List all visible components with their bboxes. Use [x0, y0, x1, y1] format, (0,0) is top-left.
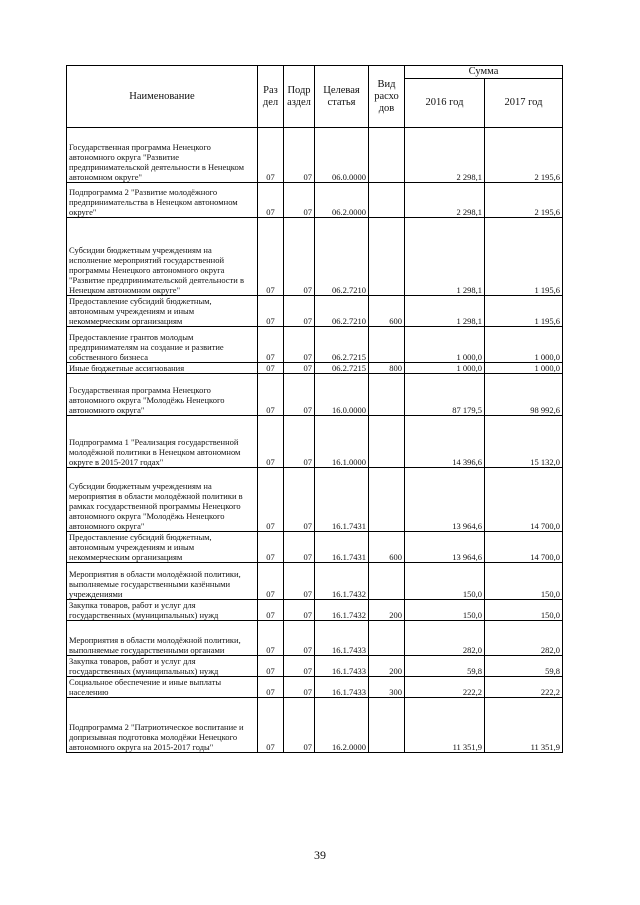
row-sum-2016-cell: 13 964,6	[405, 468, 485, 532]
row-sum-2017-cell: 1 195,6	[485, 296, 563, 327]
row-sum-2017-cell: 15 132,0	[485, 416, 563, 468]
row-name-cell: Государственная программа Ненецкого автономного округа "Развитие предпринимательской деятельности в Ненецком автономном округе"	[67, 128, 258, 183]
row-sum-2016-cell: 11 351,9	[405, 698, 485, 753]
row-subsection-cell: 07	[284, 600, 315, 621]
row-sum-2016-cell: 87 179,5	[405, 374, 485, 416]
page-number: 39	[314, 848, 326, 862]
row-subsection-cell: 07	[284, 656, 315, 677]
row-expense-type-cell: 600	[369, 532, 405, 563]
row-name-cell: Закупка товаров, работ и услуг для государственных (муниципальных) нужд	[67, 656, 258, 677]
table-row	[67, 218, 563, 296]
row-section-cell: 07	[258, 698, 284, 753]
table-row	[67, 532, 563, 563]
header-year-2017: 2017 год	[485, 79, 563, 128]
table-row	[67, 327, 563, 363]
row-sum-2017-cell: 150,0	[485, 600, 563, 621]
row-name-cell: Государственная программа Ненецкого автономного округа "Молодёжь Ненецкого автономного округа"	[67, 374, 258, 416]
row-target-cell: 16.1.7433	[315, 677, 369, 698]
row-section-cell: 07	[258, 128, 284, 183]
row-target-cell: 16.1.7431	[315, 532, 369, 563]
row-expense-type-cell	[369, 128, 405, 183]
header-subsection: Подр аздел	[284, 66, 315, 128]
row-target-cell: 06.2.7215	[315, 327, 369, 363]
header-sum: Сумма	[405, 66, 563, 79]
row-expense-type-cell: 600	[369, 296, 405, 327]
row-sum-2016-cell: 282,0	[405, 621, 485, 656]
row-expense-type-cell: 200	[369, 600, 405, 621]
row-subsection-cell: 07	[284, 621, 315, 656]
row-section-cell: 07	[258, 600, 284, 621]
row-subsection-cell: 07	[284, 296, 315, 327]
row-sum-2016-cell: 222,2	[405, 677, 485, 698]
row-expense-type-cell: 300	[369, 677, 405, 698]
row-target-cell: 16.1.7432	[315, 563, 369, 600]
row-target-cell: 16.0.0000	[315, 374, 369, 416]
row-sum-2016-cell: 59,8	[405, 656, 485, 677]
row-subsection-cell: 07	[284, 183, 315, 218]
row-target-cell: 16.2.0000	[315, 698, 369, 753]
table-row	[67, 621, 563, 656]
row-target-cell: 16.1.7432	[315, 600, 369, 621]
row-sum-2017-cell: 1 000,0	[485, 363, 563, 374]
row-name-cell: Социальное обеспечение и иные выплаты населению	[67, 677, 258, 698]
row-section-cell: 07	[258, 327, 284, 363]
row-sum-2017-cell: 2 195,6	[485, 183, 563, 218]
row-sum-2017-cell: 14 700,0	[485, 468, 563, 532]
row-expense-type-cell	[369, 218, 405, 296]
table-row	[67, 656, 563, 677]
table-body	[67, 128, 563, 753]
row-name-cell: Закупка товаров, работ и услуг для государственных (муниципальных) нужд	[67, 600, 258, 621]
row-expense-type-cell	[369, 698, 405, 753]
row-section-cell: 07	[258, 677, 284, 698]
table-row	[67, 296, 563, 327]
row-name-cell: Подпрограмма 1 "Реализация государственной молодёжной политики в Ненецком автономном округе в 2015-2017 годах"	[67, 416, 258, 468]
row-sum-2017-cell: 1 000,0	[485, 327, 563, 363]
row-subsection-cell: 07	[284, 468, 315, 532]
row-name-cell: Мероприятия в области молодёжной политики, выполняемые государственными казёнными учреждениями	[67, 563, 258, 600]
row-section-cell: 07	[258, 468, 284, 532]
row-name-cell: Субсидии бюджетным учреждениям на исполнение мероприятий государственной программы Ненецкого автономного округа "Развитие предпринимательской деятельности в Ненецком автономном округе"	[67, 218, 258, 296]
row-subsection-cell: 07	[284, 677, 315, 698]
row-target-cell: 16.1.7433	[315, 621, 369, 656]
row-sum-2017-cell: 1 195,6	[485, 218, 563, 296]
row-section-cell: 07	[258, 183, 284, 218]
table-row	[67, 600, 563, 621]
row-name-cell: Подпрограмма 2 "Патриотическое воспитание и допризывная подготовка молодёжи Ненецкого автономного округа на 2015-2017 годы"	[67, 698, 258, 753]
row-target-cell: 06.0.0000	[315, 128, 369, 183]
row-sum-2016-cell: 13 964,6	[405, 532, 485, 563]
row-expense-type-cell	[369, 374, 405, 416]
row-target-cell: 16.1.0000	[315, 416, 369, 468]
row-expense-type-cell: 200	[369, 656, 405, 677]
row-sum-2017-cell: 150,0	[485, 563, 563, 600]
row-sum-2017-cell: 59,8	[485, 656, 563, 677]
row-subsection-cell: 07	[284, 327, 315, 363]
row-section-cell: 07	[258, 416, 284, 468]
row-section-cell: 07	[258, 374, 284, 416]
header-year-2016: 2016 год	[405, 79, 485, 128]
row-subsection-cell: 07	[284, 218, 315, 296]
header-expense-type: Вид расхо дов	[369, 66, 405, 128]
row-sum-2017-cell: 14 700,0	[485, 532, 563, 563]
row-section-cell: 07	[258, 363, 284, 374]
row-sum-2017-cell: 222,2	[485, 677, 563, 698]
row-subsection-cell: 07	[284, 374, 315, 416]
row-sum-2016-cell: 150,0	[405, 600, 485, 621]
row-name-cell: Предоставление субсидий бюджетным, автономным учреждениям и иным некоммерческим организациям	[67, 296, 258, 327]
table-row	[67, 468, 563, 532]
row-expense-type-cell: 800	[369, 363, 405, 374]
row-expense-type-cell	[369, 327, 405, 363]
row-target-cell: 06.2.0000	[315, 183, 369, 218]
row-name-cell: Мероприятия в области молодёжной политики, выполняемые государственными органами	[67, 621, 258, 656]
row-sum-2016-cell: 2 298,1	[405, 183, 485, 218]
table-row	[67, 183, 563, 218]
row-expense-type-cell	[369, 468, 405, 532]
table-row	[67, 563, 563, 600]
row-sum-2016-cell: 14 396,6	[405, 416, 485, 468]
row-sum-2017-cell: 2 195,6	[485, 128, 563, 183]
row-subsection-cell: 07	[284, 698, 315, 753]
row-sum-2017-cell: 11 351,9	[485, 698, 563, 753]
row-sum-2016-cell: 1 298,1	[405, 218, 485, 296]
table-row	[67, 363, 563, 374]
row-expense-type-cell	[369, 563, 405, 600]
row-subsection-cell: 07	[284, 532, 315, 563]
header-row-top	[67, 66, 563, 79]
row-sum-2017-cell: 282,0	[485, 621, 563, 656]
header-name: Наименование	[67, 66, 258, 128]
row-name-cell: Иные бюджетные ассигнования	[67, 363, 258, 374]
row-sum-2016-cell: 150,0	[405, 563, 485, 600]
row-section-cell: 07	[258, 218, 284, 296]
row-subsection-cell: 07	[284, 128, 315, 183]
row-subsection-cell: 07	[284, 416, 315, 468]
row-sum-2016-cell: 2 298,1	[405, 128, 485, 183]
row-target-cell: 16.1.7433	[315, 656, 369, 677]
row-name-cell: Подпрограмма 2 "Развитие молодёжного предпринимательства в Ненецком автономном округе"	[67, 183, 258, 218]
row-section-cell: 07	[258, 532, 284, 563]
row-section-cell: 07	[258, 296, 284, 327]
row-name-cell: Предоставление грантов молодым предпринимателям на создание и развитие собственного бизнеса	[67, 327, 258, 363]
budget-table	[66, 65, 563, 753]
row-name-cell: Предоставление субсидий бюджетным, автономным учреждениям и иным некоммерческим организациям	[67, 532, 258, 563]
row-sum-2016-cell: 1 298,1	[405, 296, 485, 327]
row-sum-2016-cell: 1 000,0	[405, 327, 485, 363]
row-name-cell: Субсидии бюджетным учреждениям на мероприятия в области молодёжной политики в рамках государственной программы Ненецкого автономного округа "Молодёжь Ненецкого автономного округа"	[67, 468, 258, 532]
row-section-cell: 07	[258, 563, 284, 600]
row-target-cell: 06.2.7215	[315, 363, 369, 374]
table-row	[67, 677, 563, 698]
row-target-cell: 16.1.7431	[315, 468, 369, 532]
table-row	[67, 374, 563, 416]
row-sum-2017-cell: 98 992,6	[485, 374, 563, 416]
row-target-cell: 06.2.7210	[315, 218, 369, 296]
row-expense-type-cell	[369, 183, 405, 218]
row-expense-type-cell	[369, 621, 405, 656]
header-target: Целевая статья	[315, 66, 369, 128]
table-row	[67, 128, 563, 183]
header-section: Раз дел	[258, 66, 284, 128]
row-sum-2016-cell: 1 000,0	[405, 363, 485, 374]
table-row	[67, 698, 563, 753]
row-subsection-cell: 07	[284, 563, 315, 600]
row-expense-type-cell	[369, 416, 405, 468]
row-target-cell: 06.2.7210	[315, 296, 369, 327]
row-subsection-cell: 07	[284, 363, 315, 374]
row-section-cell: 07	[258, 621, 284, 656]
row-section-cell: 07	[258, 656, 284, 677]
table-row	[67, 416, 563, 468]
